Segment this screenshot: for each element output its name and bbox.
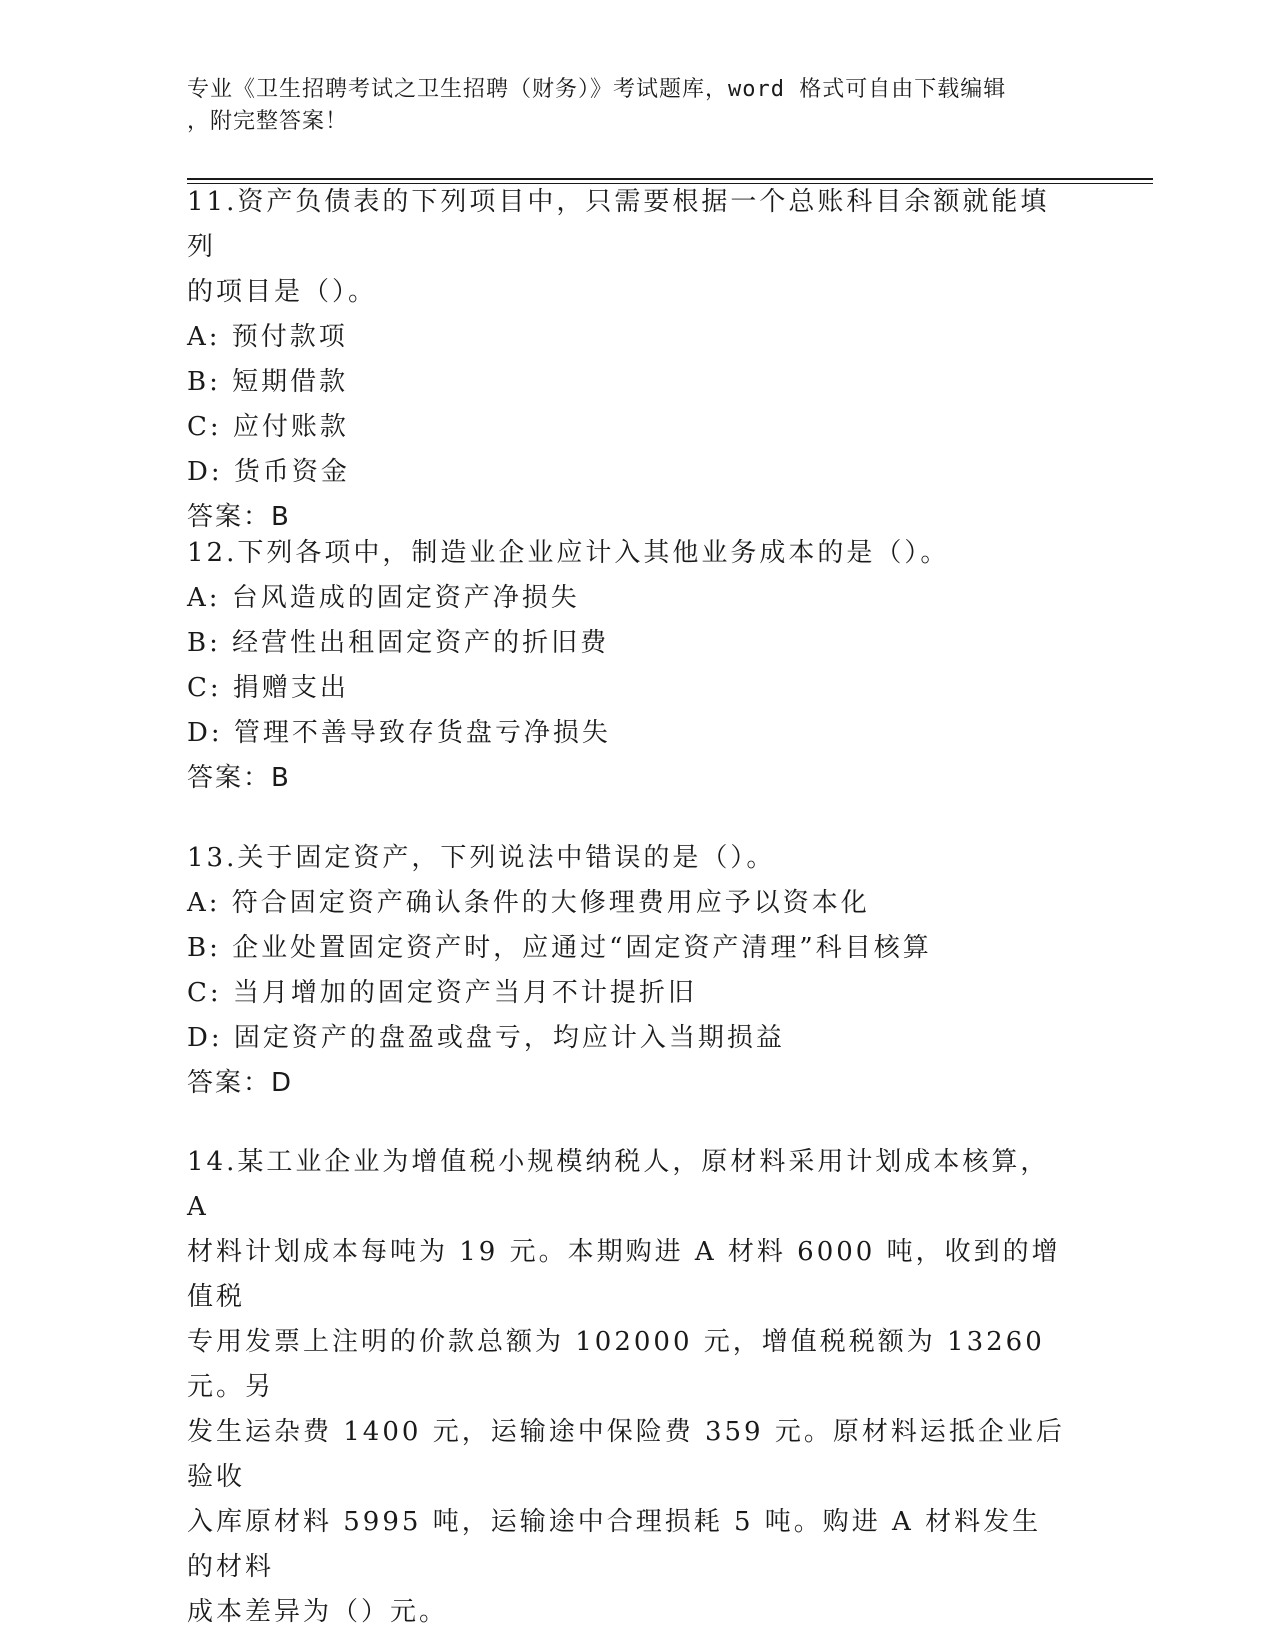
question-stem-line: 的项目是（）。: [187, 277, 378, 307]
option-a: A: 预付款项: [187, 322, 348, 352]
question-stem-line: 入库原材料 5995 吨，运输途中合理损耗 5 吨。购进 A 材料发生的材料: [187, 1507, 1042, 1582]
question-stem-line: 成本差异为（）元。: [187, 1597, 449, 1627]
question-stem-line: 11.资产负债表的下列项目中，只需要根据一个总账科目余额就能填列: [187, 187, 1050, 262]
question-13: [187, 836, 1067, 1106]
option-b: B: 企业处置固定资产时，应通过“固定资产清理”科目核算: [187, 933, 932, 963]
option-d: D: 管理不善导致存货盘亏净损失: [187, 718, 611, 748]
question-stem-line: 14.某工业企业为增值税小规模纳税人，原材料采用计划成本核算，A: [187, 1147, 1050, 1222]
question-stem-line: 13.关于固定资产，下列说法中错误的是（）。: [187, 843, 776, 873]
question-14: [187, 1140, 1067, 1635]
option-a: A: 符合固定资产确认条件的大修理费用应予以资本化: [187, 888, 870, 918]
option-c: C: 当月增加的固定资产当月不计提折旧: [187, 978, 697, 1008]
option-c: C: 捐赠支出: [187, 673, 349, 703]
option-b: B: 经营性出租固定资产的折旧费: [187, 628, 610, 658]
option-d: D: 固定资产的盘盈或盘亏，均应计入当期损益: [187, 1023, 785, 1053]
question-11: [187, 180, 1067, 540]
answer-label: 答案：D: [187, 1068, 294, 1098]
header-line-1: 专业《卫生招聘考试之卫生招聘（财务）》考试题库，word 格式可自由下载编辑: [187, 77, 1007, 102]
question-stem-line: 发生运杂费 1400 元，运输途中保险费 359 元。原材料运抵企业后验收: [187, 1417, 1065, 1492]
answer-label: 答案：B: [187, 763, 291, 793]
document-header: [187, 74, 1067, 138]
question-stem-line: 专用发票上注明的价款总额为 102000 元，增值税税额为 13260 元。另: [187, 1327, 1045, 1402]
question-stem-line: 12.下列各项中，制造业企业应计入其他业务成本的是（）。: [187, 538, 950, 568]
question-stem-line: 材料计划成本每吨为 19 元。本期购进 A 材料 6000 吨，收到的增值税: [187, 1237, 1061, 1312]
option-a: A: 台风造成的固定资产净损失: [187, 583, 580, 613]
header-line-2: ，附完整答案！: [187, 109, 349, 134]
option-c: C: 应付账款: [187, 412, 349, 442]
answer-label: 答案：B: [187, 502, 291, 532]
option-d: D: 货币资金: [187, 457, 350, 487]
option-b: B: 短期借款: [187, 367, 349, 397]
question-12: [187, 531, 1067, 801]
